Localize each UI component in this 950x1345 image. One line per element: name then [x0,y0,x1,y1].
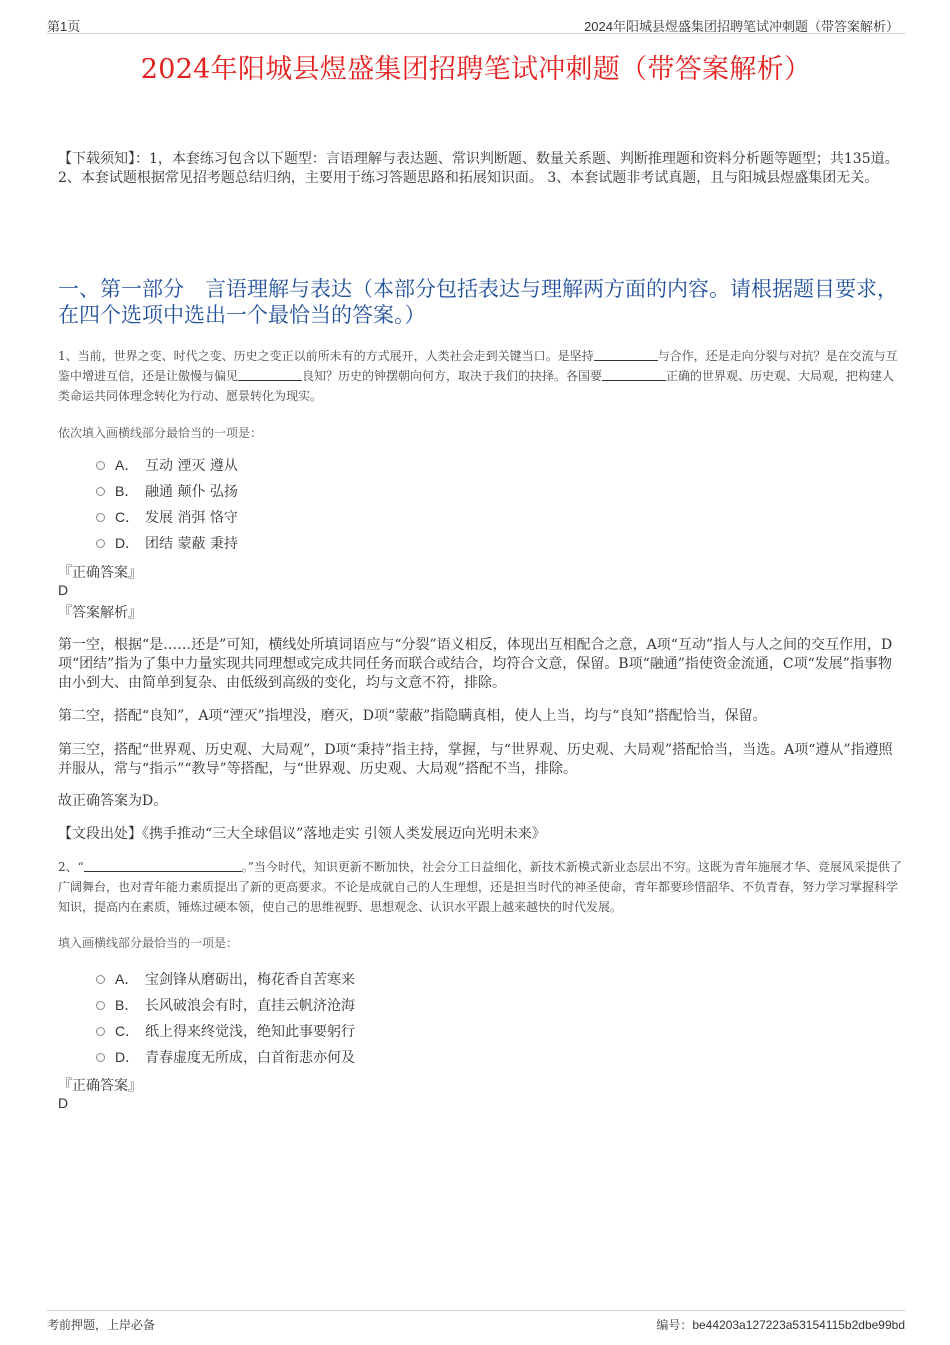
radio-button[interactable] [96,1001,105,1010]
footer-slogan: 考前押题，上岸必备 [47,1318,156,1332]
fill-blank [602,367,666,381]
analysis-paragraph-2: 第二空，搭配“良知”，A项“湮灭”指埋没，磨灭，D项“蒙蔽”指隐瞒真相，使人上当，均与“良知”搭配恰当，保留。 [58,708,767,724]
option-d[interactable]: D． 团结 蒙蔽 秉持 [96,530,238,556]
radio-button[interactable] [96,539,105,548]
option-b[interactable]: B． 融通 颠仆 弘扬 [96,478,238,504]
analysis-conclusion: 故正确答案为D。 [58,793,168,809]
download-notice: 【下载须知】：1，本套练习包含以下题型：言语理解与表达题、常识判断题、数量关系题、判断推理题和资料分析题等题型；共135道。 2、本套试题根据常见招考题总结归纳，主要用于练习答题思路和拓展知识面。 3、本套试题非考试真题，且与阳城县煜盛集团无关。 [58,151,899,186]
option-c[interactable]: C． 发展 消弭 恪守 [96,504,238,530]
fill-blank [594,347,658,361]
passage-source: 【文段出处】《携手推动“三大全球倡议”落地走实 引领人类发展迈向光明未来》 [58,826,546,842]
document-code: 编号：be44203a127223a53154115b2dbe99bd [656,1318,905,1332]
fill-blank [238,367,302,381]
question-1-text: 1、当前，世界之变、时代之变、历史之变正以前所未有的方式展开，人类社会走到关键当口。是坚持 与合作，还是走向分裂与对抗？是在交流与互鉴中增进互信，还是让傲慢与偏见 良知？历史的钟摆朝向何方，取决于我们的抉择。各国要 正确的世界观、历史观、大局观，把构建人类命运共同体理念转化为行动、愿景转化为现实。 [58,349,898,403]
correct-answer: D [58,582,69,598]
option-a[interactable]: A． 互动 湮灭 遵从 [96,452,238,478]
analysis-paragraph-3: 第三空，搭配“世界观、历史观、大局观”，D项“秉持”指主持，掌握，与“世界观、历史观、大局观”搭配恰当，当选。A项“遵从”指遵照并服从，常与“指示”“教导”等搭配，与“世界观、历史观、大局观”搭配不当，排除。 [58,742,893,777]
correct-answer: D [58,1095,69,1111]
radio-button[interactable] [96,1027,105,1036]
question-2-text: 2、“ 。”当今时代，知识更新不断加快，社会分工日益细化，新技术新模式新业态层出不穷。这既为青年施展才华、竞展风采提供了广阔舞台，也对青年能力素质提出了新的更高要求。不论是成就自己的人生理想，还是担当时代的神圣使命，青年都要珍惜韶华、不负青春，努力学习掌握科学知识，提高内在素质，锤炼过硬本领，使自己的思维视野、思想观念、认识水平跟上越来越快的时代发展。 [58,860,902,914]
option-c[interactable]: C． 纸上得来终觉浅，绝知此事要躬行 [96,1018,355,1044]
question-2-options [96,966,355,1070]
radio-button[interactable] [96,975,105,984]
fill-blank [84,858,242,872]
option-b[interactable]: B． 长风破浪会有时，直挂云帆济沧海 [96,992,355,1018]
page-header [47,14,905,34]
page-footer [47,1310,905,1336]
header-doc-title: 2024年阳城县煜盛集团招聘笔试冲刺题（带答案解析） [584,19,899,34]
radio-button[interactable] [96,1053,105,1062]
analysis-label: 『答案解析』 [58,605,142,621]
radio-button[interactable] [96,487,105,496]
question-2-prompt: 填入画横线部分最恰当的一项是： [58,936,239,950]
question-1-prompt: 依次填入画横线部分最恰当的一项是： [58,426,263,440]
analysis-paragraph-1: 第一空，根据“是……还是”可知，横线处所填词语应与“分裂”语义相反，体现出互相配合之意，A项“互动”指人与人之间的交互作用，D项“团结”指为了集中力量实现共同理想或完成共同任务而联合或结合，均符合文意，保留。B项“融通”指使资金流通，C项“发展”指事物由小到大、由简单到复杂、由低级到高级的变化，均与文意不符，排除。 [58,637,893,691]
correct-answer-label: 『正确答案』 [58,1078,142,1094]
correct-answer-label: 『正确答案』 [58,565,142,581]
document-title: 2024年阳城县煜盛集团招聘笔试冲刺题（带答案解析） [140,54,812,85]
radio-button[interactable] [96,461,105,470]
option-d[interactable]: D． 青春虚度无所成，白首衔悲亦何及 [96,1044,355,1070]
radio-button[interactable] [96,513,105,522]
page-number: 第1页 [47,19,81,34]
question-1-options [96,452,238,556]
option-a[interactable]: A． 宝剑锋从磨砺出，梅花香自苦寒来 [96,966,355,992]
section-title: 一、第一部分 言语理解与表达（本部分包括表达与理解两方面的内容。请根据题目要求，在四个选项中选出一个最恰当的答案。） [58,277,898,327]
